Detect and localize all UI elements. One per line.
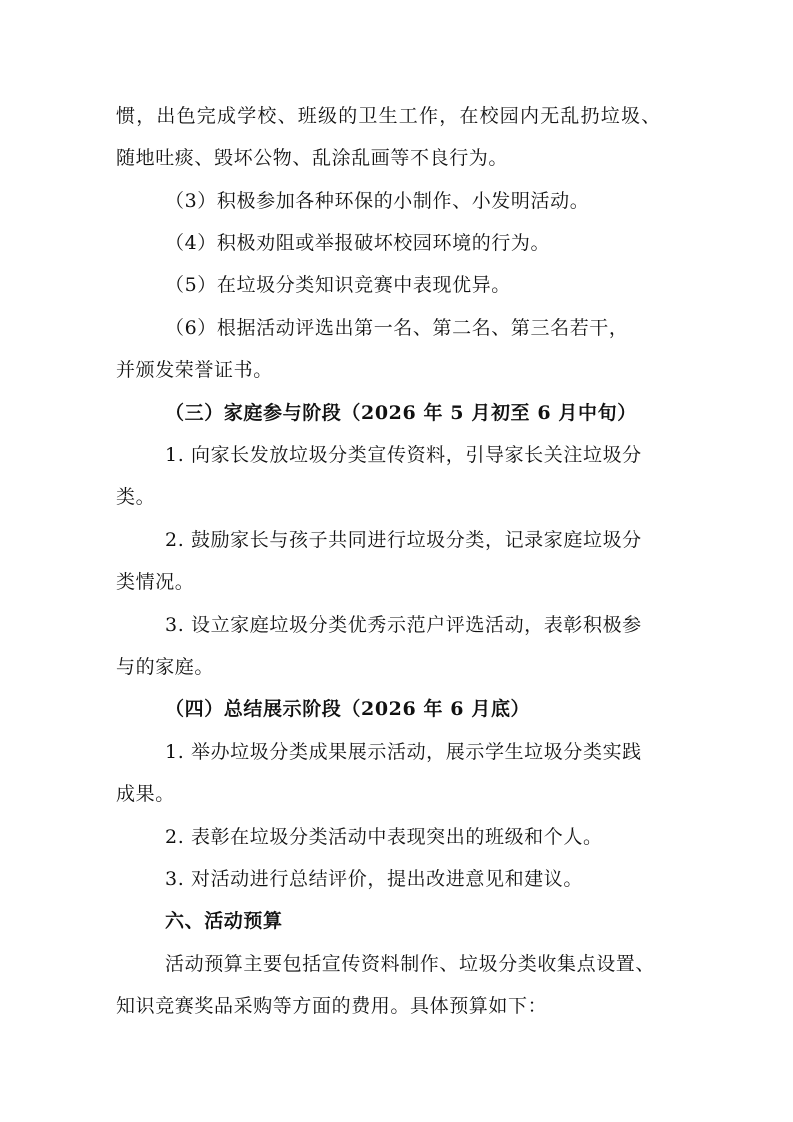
list-item-6: （6）根据活动评选出第一名、第二名、第三名若干，: [165, 317, 629, 339]
numbered-item-2-continuation: 类情况。: [116, 571, 195, 593]
numbered-item-1-continuation: 成果。: [116, 783, 175, 805]
paragraph-line: 随地吐痰、毁坏公物、乱涂乱画等不良行为。: [116, 147, 509, 169]
paragraph-line: 惯，出色完成学校、班级的卫生工作，在校园内无乱扔垃圾、: [116, 105, 662, 127]
list-item-5: （5）在垃圾分类知识竞赛中表现优异。: [165, 274, 511, 296]
numbered-item-3-continuation: 与的家庭。: [116, 656, 215, 678]
numbered-item-3: 3. 对活动进行总结评价，提出改进意见和建议。: [165, 868, 583, 890]
numbered-item-1: 1. 向家长发放垃圾分类宣传资料，引导家长关注垃圾分: [165, 444, 642, 466]
list-item-4: （4）积极劝阻或举报破坏校园环境的行为。: [165, 232, 551, 254]
numbered-item-2: 2. 鼓励家长与孩子共同进行垃圾分类，记录家庭垃圾分: [165, 529, 642, 551]
list-item-3: （3）积极参加各种环保的小制作、小发明活动。: [165, 190, 590, 212]
list-item-6-continuation: 并颁发荣誉证书。: [116, 359, 273, 381]
numbered-item-1-continuation: 类。: [116, 486, 156, 508]
section-heading-summary: （四）总结展示阶段（2026 年 6 月底）: [165, 698, 531, 720]
section-heading-family-participation: （三）家庭参与阶段（2026 年 5 月初至 6 月中旬）: [165, 402, 637, 424]
numbered-item-3: 3. 设立家庭垃圾分类优秀示范户评选活动，表彰积极参: [165, 614, 642, 636]
section-heading-budget: 六、活动预算: [165, 910, 283, 932]
paragraph-line: 活动预算主要包括宣传资料制作、垃圾分类收集点设置、: [165, 953, 656, 975]
numbered-item-2: 2. 表彰在垃圾分类活动中表现突出的班级和个人。: [165, 826, 603, 848]
paragraph-line: 知识竞赛奖品采购等方面的费用。具体预算如下：: [116, 995, 548, 1017]
numbered-item-1: 1. 举办垃圾分类成果展示活动，展示学生垃圾分类实践: [165, 741, 642, 763]
